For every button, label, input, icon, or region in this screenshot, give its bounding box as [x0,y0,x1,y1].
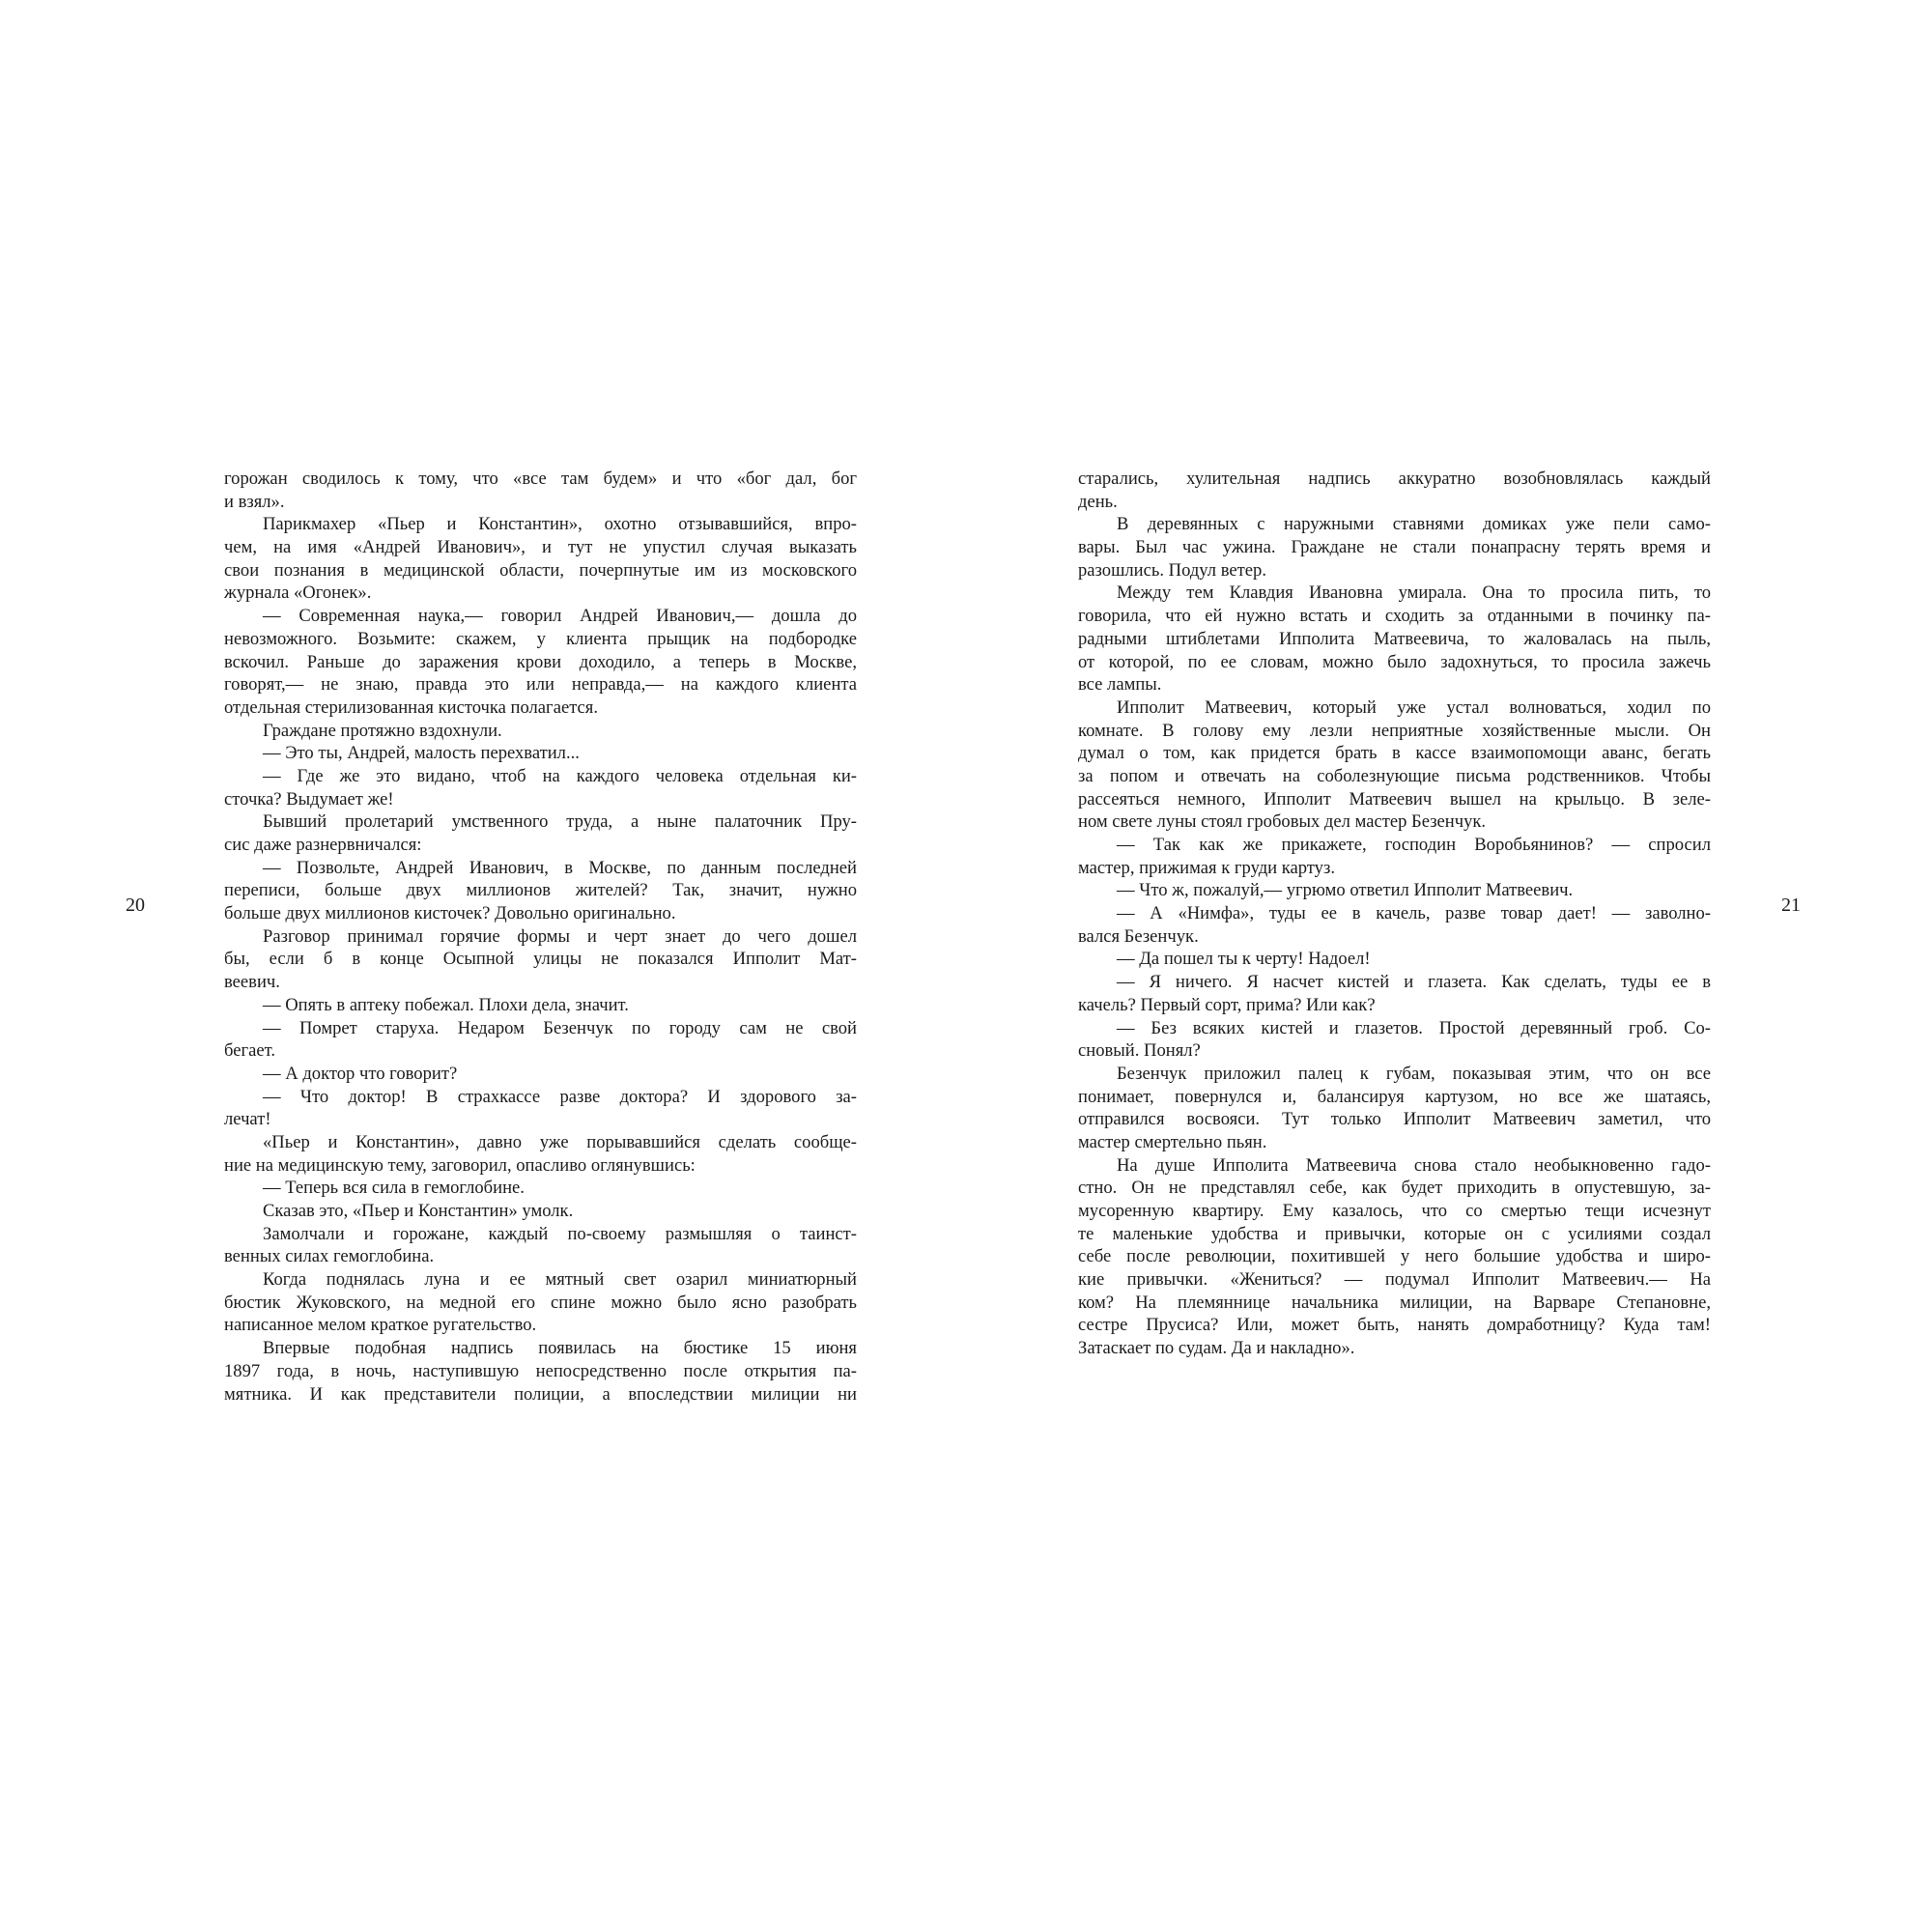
text-line: стно. Он не представлял себе, как будет приходить в опустевшую, за- [1078,1178,1711,1199]
text-line: больше двух миллионов кисточек? Довольно оригинально. [224,903,676,924]
text-line: ном свете луны стоял гробовых дел мастер Безенчук. [1078,811,1487,833]
text-line: мастер смертельно пьян. [1078,1131,1267,1152]
text-line: Ипполит Матвеевич, который уже устал волноваться, ходил по [1117,696,1711,718]
text-line: день. [1078,491,1118,512]
text-line: сис даже разнервничался: [224,835,422,855]
text-line: венных силах гемоглобина. [224,1246,435,1267]
text-line: лечат! [224,1109,271,1130]
text-line: — Так как же прикажете, господин Воробьянинов? — спросил [1117,835,1711,855]
text-line: понимает, повернулся и, балансируя картузом, но все же шатаясь, [1078,1086,1711,1107]
text-line: В деревянных с наружными ставнями домиках уже пели само- [1117,514,1711,535]
text-line: невозможного. Возьмите: скажем, у клиента прыщик на подбородке [224,628,857,649]
text-line: бюстик Жуковского, на медной его спине можно было ясно разобрать [224,1292,857,1313]
text-line: написанное мелом краткое ругательство. [224,1315,537,1336]
text-line: Разговор принимал горячие формы и черт знает до чего дошел [263,925,857,947]
text-line: те маленькие удобства и привычки, которые он с усилиями создал [1078,1223,1711,1244]
text-line: Между тем Клавдия Ивановна умирала. Она то просила пить, то [1117,582,1711,604]
text-line: все лампы. [1078,674,1162,696]
text-line: Граждане протяжно вздохнули. [263,720,502,741]
text-line: — Где же это видано, чтоб на каждого человека отдельная ки- [263,765,857,786]
text-line: Замолчали и горожане, каждый по-своему размышляя о таинст- [263,1223,857,1244]
text-line: На душе Ипполита Матвеевича снова стало необыкновенно гадо- [1117,1154,1711,1176]
text-line: думал о том, как придется брать в кассе взаимопомощи аванс, бегать [1078,743,1711,764]
text-line: комнате. В голову ему лезли неприятные хозяйственные мысли. Он [1078,720,1711,741]
text-line: — Я ничего. Я насчет кистей и глазета. Как сделать, туды ее в [1117,972,1711,993]
text-line: горожан сводилось к тому, что «все там будем» и что «бог дал, бог [224,469,857,489]
text-line: от которой, по ее словам, можно было задохнуться, то просила зажечь [1078,651,1711,672]
text-line: сестре Прусиса? Или, может быть, нанять домработницу? Куда там! [1078,1315,1711,1336]
text-line: Парикмахер «Пьер и Константин», охотно отзывавшийся, впро- [263,514,857,535]
right-page-text [1078,468,1711,1360]
text-line: — Теперь вся сила в гемоглобине. [263,1178,525,1199]
text-line: ние на медицинскую тему, заговорил, опасливо оглянувшись: [224,1154,696,1176]
text-line: чем, на имя «Андрей Иванович», и тут не упустил случая выказать [224,537,857,558]
left-page-number: 20 [126,895,145,916]
text-line: отдельная стерилизованная кисточка полагается. [224,696,598,718]
text-line: вскочил. Раньше до заражения крови доходило, а теперь в Москве, [224,651,857,672]
text-line: 1897 года, в ночь, наступившую непосредственно после открытия па- [224,1360,857,1381]
text-line: рассеяться немного, Ипполит Матвеевич вышел на крыльцо. В зеле- [1078,788,1711,810]
text-line: бегает. [224,1040,275,1062]
text-line: себе после революции, похитившей у него большие удобства и широ- [1078,1246,1711,1267]
text-line: Когда поднялась луна и ее мятный свет озарил миниатюрный [263,1269,857,1291]
text-line: — А доктор что говорит? [263,1063,458,1084]
text-line: — Позвольте, Андрей Иванович, в Москве, по данным последней [263,857,857,878]
text-line: «Пьер и Константин», давно уже порывавшийся сделать сообще- [263,1131,857,1152]
text-line: мастер, прижимая к груди картуз. [1078,857,1335,878]
text-line: качель? Первый сорт, прима? Или как? [1078,994,1376,1015]
text-line: мятника. И как представители полиции, а впоследствии милиции ни [224,1383,857,1405]
text-line: ком? На племяннице начальника милиции, на Варваре Степановне, [1078,1292,1711,1313]
text-line: — Что ж, пожалуй,— угрюмо ответил Ипполит Матвеевич. [1117,880,1574,901]
text-line: отправился восвояси. Тут только Ипполит Матвеевич заметил, что [1078,1109,1711,1130]
text-line: переписи, больше двух миллионов жителей? Так, значит, нужно [224,880,857,901]
text-line: мусоренную квартиру. Ему казалось, что со смертью тещи исчезнут [1078,1201,1711,1221]
text-line: — А «Нимфа», туды ее в качель, разве товар дает! — заволно- [1117,903,1711,924]
text-line: — Без всяких кистей и глазетов. Простой деревянный гроб. Со- [1117,1017,1711,1038]
text-line: бы, если б в конце Осыпной улицы не показался Ипполит Мат- [224,949,857,970]
text-line: Затаскает по судам. Да и накладно». [1078,1338,1355,1359]
text-line: и взял». [224,491,285,512]
text-line: сточка? Выдумает же! [224,788,394,810]
text-line: кие привычки. «Жениться? — подумал Ипполит Матвеевич.— На [1078,1269,1711,1291]
text-line: — Современная наука,— говорил Андрей Иванович,— дошла до [263,606,857,627]
text-line: — Опять в аптеку побежал. Плохи дела, значит. [263,994,629,1015]
text-line: журнала «Огонек». [224,582,372,604]
text-line: радными штиблетами Ипполита Матвеевича, то жаловалась на пыль, [1078,628,1711,649]
text-line: разошлись. Подул ветер. [1078,559,1266,581]
text-line: говорила, что ей нужно встать и сходить за отданными в починку па- [1078,606,1711,627]
text-line: свои познания в медицинской области, почерпнутые им из московского [224,559,857,581]
text-line: — Это ты, Андрей, малость перехватил... [263,743,580,764]
text-line: за попом и отвечать на соболезнующие письма родственников. Чтобы [1078,765,1711,786]
text-line: Бывший пролетарий умственного труда, а ныне палаточник Пру- [263,811,857,833]
text-line: вался Безенчук. [1078,925,1199,947]
text-line: старались, хулительная надпись аккуратно возобновлялась каждый [1078,469,1711,489]
text-line: — Помрет старуха. Недаром Безенчук по городу сам не свой [263,1017,857,1038]
text-line: — Что доктор! В страхкассе разве доктора? И здорового за- [263,1086,857,1107]
text-line: Безенчук приложил палец к губам, показывая этим, что он все [1117,1063,1711,1084]
text-line: — Да пошел ты к черту! Надоел! [1117,949,1371,970]
text-line: говорят,— не знаю, правда это или неправда,— на каждого клиента [224,674,857,696]
text-line: вары. Был час ужина. Граждане не стали понапрасну терять время и [1078,537,1711,558]
text-line: веевич. [224,972,280,993]
right-page-number: 21 [1781,895,1801,916]
text-line: Сказав это, «Пьер и Константин» умолк. [263,1201,574,1221]
text-line: сновый. Понял? [1078,1040,1201,1062]
left-page-text [224,468,857,1406]
text-line: Впервые подобная надпись появилась на бюстике 15 июня [263,1338,857,1359]
